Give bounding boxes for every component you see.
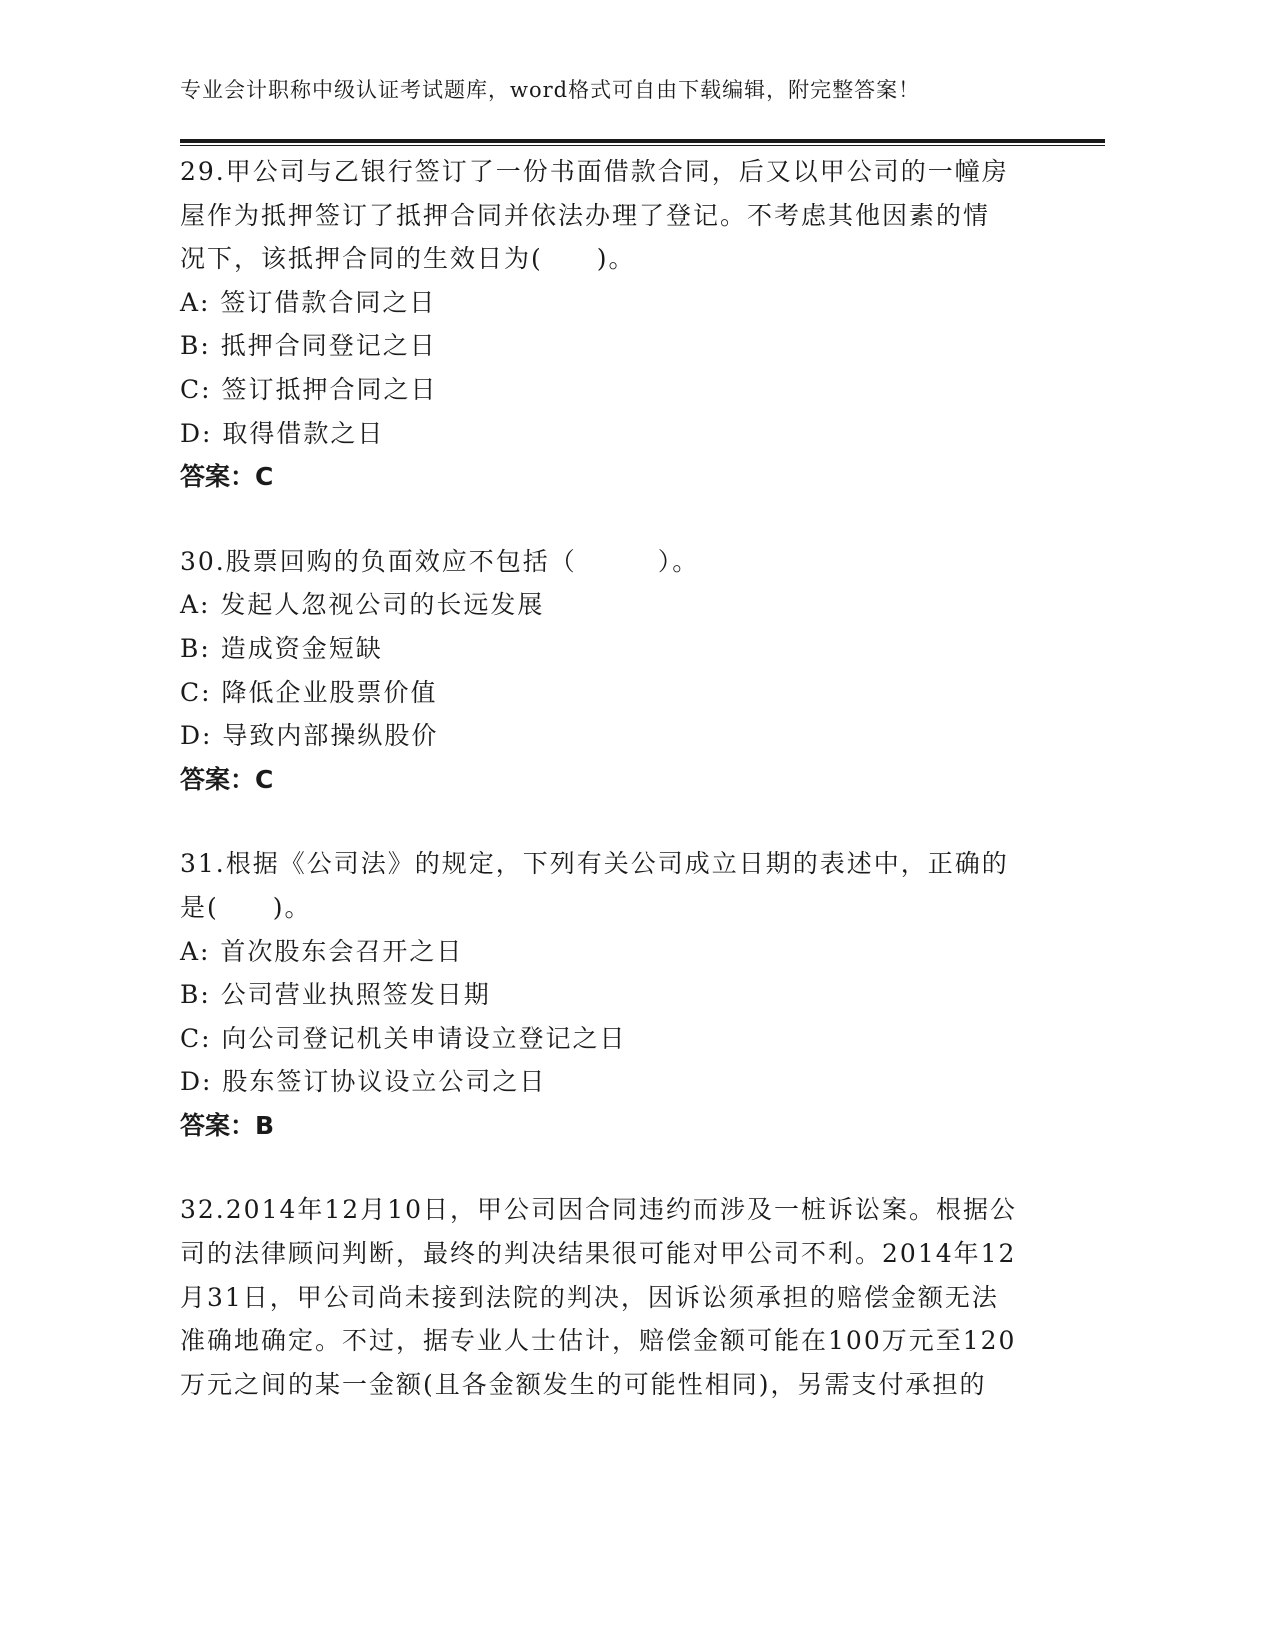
option-a: A: 发起人忽视公司的长远发展 <box>180 590 545 620</box>
option-b: B: 造成资金短缺 <box>180 633 383 663</box>
header-rule-thick <box>180 139 1105 143</box>
option-d: D: 导致内部操纵股价 <box>180 721 439 751</box>
question-stem-line: 况下，该抵押合同的生效日为( )。 <box>180 244 636 274</box>
question-stem-line: 月31日，甲公司尚未接到法院的判决，因诉讼须承担的赔偿金额无法 <box>180 1282 999 1312</box>
option-b: B: 抵押合同登记之日 <box>180 331 437 361</box>
question-stem-line: 29.甲公司与乙银行签订了一份书面借款合同，后又以甲公司的一幢房 <box>180 157 1009 186</box>
option-c: C: 向公司登记机关申请设立登记之日 <box>180 1023 627 1053</box>
question-stem-line: 屋作为抵押签订了抵押合同并依法办理了登记。不考虑其他因素的情 <box>180 200 991 230</box>
option-d: D: 股东签订协议设立公司之日 <box>180 1067 547 1097</box>
option-d: D: 取得借款之日 <box>180 418 385 448</box>
header-rule-thin <box>180 145 1105 146</box>
question-stem-line: 是( )。 <box>180 892 312 922</box>
option-a: A: 签订借款合同之日 <box>180 287 437 317</box>
question-stem-line: 万元之间的某一金额(且各金额发生的可能性相同)，另需支付承担的 <box>180 1369 987 1399</box>
page-header: 专业会计职称中级认证考试题库，word格式可自由下载编辑，附完整答案！ <box>180 78 921 102</box>
question-list <box>180 150 1040 1447</box>
answer: 答案：C <box>180 462 274 492</box>
question-32 <box>180 1188 1040 1406</box>
option-a: A: 首次股东会召开之日 <box>180 936 464 966</box>
question-stem-line: 司的法律顾问判断，最终的判决结果很可能对甲公司不利。2014年12 <box>180 1239 1017 1269</box>
option-c: C: 降低企业股票价值 <box>180 677 438 707</box>
question-stem-line: 31.根据《公司法》的规定，下列有关公司成立日期的表述中，正确的 <box>180 849 1009 879</box>
answer: 答案：B <box>180 1110 275 1140</box>
question-29 <box>180 150 1040 499</box>
question-stem-line: 准确地确定。不过，据专业人士估计，赔偿金额可能在100万元至120 <box>180 1326 1017 1356</box>
question-stem-line: 30.股票回购的负面效应不包括（ ）。 <box>180 546 700 576</box>
option-c: C: 签订抵押合同之日 <box>180 374 438 404</box>
question-31 <box>180 842 1040 1147</box>
question-30 <box>180 540 1040 802</box>
answer: 答案：C <box>180 764 274 794</box>
option-b: B: 公司营业执照签发日期 <box>180 980 491 1010</box>
question-stem-line: 32.2014年12月10日，甲公司因合同违约而涉及一桩诉讼案。根据公 <box>180 1195 1018 1225</box>
